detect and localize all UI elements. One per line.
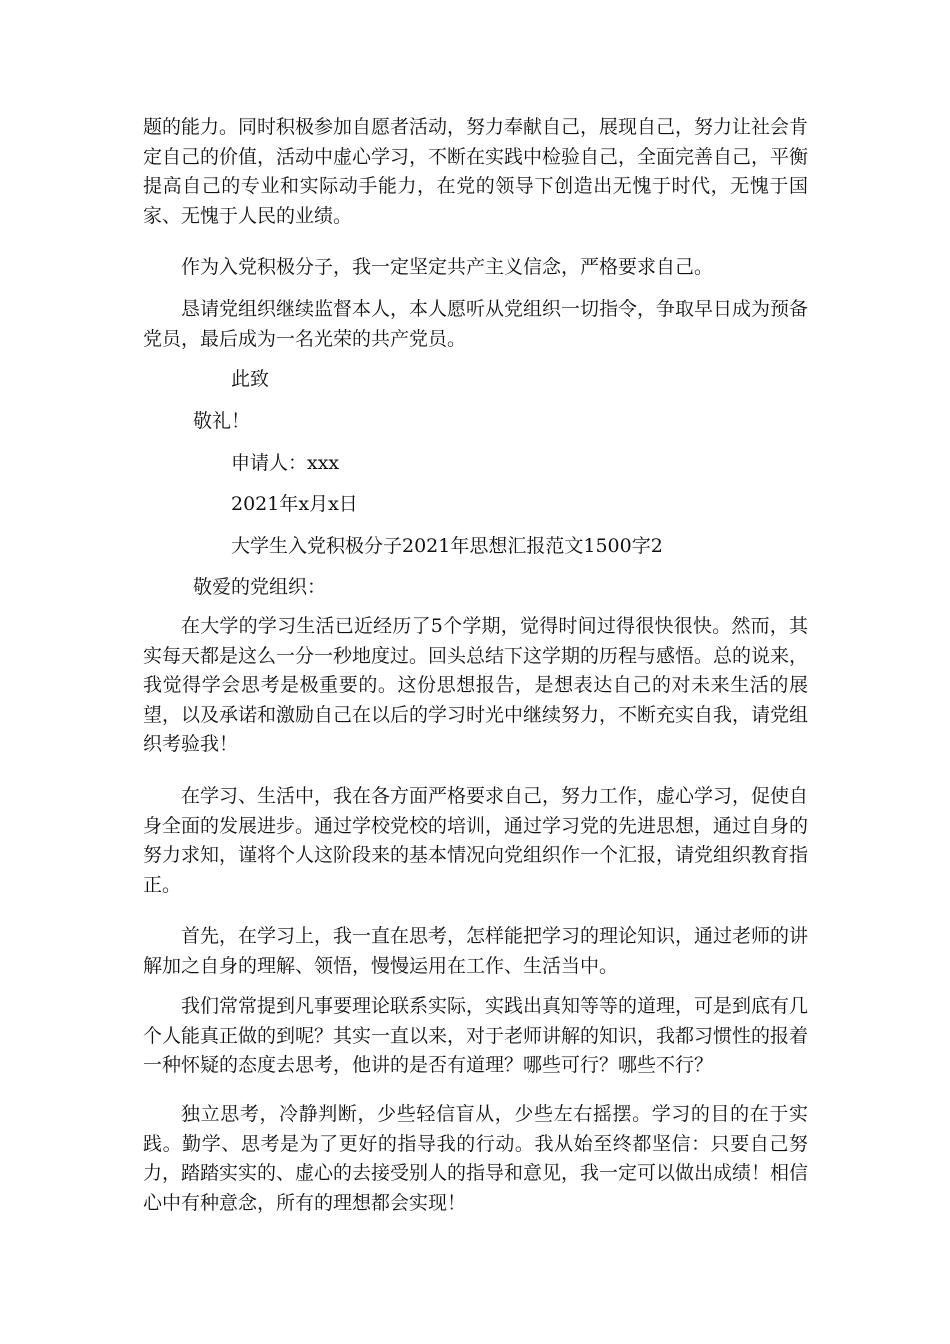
body-paragraph: 首先，在学习上，我一直在思考，怎样能把学习的理论知识，通过老师的讲解加之自身的理解、领悟，慢慢运用在工作、生活当中。: [143, 925, 809, 977]
second-report-greeting: 敬爱的党组织：: [193, 576, 327, 598]
second-report-title: 大学生入党积极分子2021年思想汇报范文1500字2: [231, 535, 663, 557]
closing-cizhi: 此致: [231, 368, 270, 390]
body-paragraph: 在大学的学习生活已近经历了5个学期，觉得时间过得很快很快。然而，其实每天都是这么一分一秒地度过。回头总结下这学期的历程与感悟。总的说来，我觉得学会思考是极重要的。这份思想报告，是想表达自己的对未来生活的展望，以及承诺和激励自己在以后的学习时光中继续努力，不断充实自我，请党组织考验我！: [143, 615, 809, 755]
body-paragraph: 独立思考，冷静判断，少些轻信盲从，少些左右摇摆。学习的目的在于实践。勤学、思考是为了更好的指导我的行动。我从始至终都坚信：只要自己努力，踏踏实实的、虚心的去接受别人的指导和意见，我一定可以做出成绩！相信心中有种意念，所有的理想都会实现！: [143, 1103, 809, 1214]
belief-paragraph: 作为入党积极分子，我一定坚定共产主义信念，严格要求自己。: [181, 256, 714, 278]
continuation-paragraph: 题的能力。同时积极参加自愿者活动，努力奉献自己，展现自己，努力让社会肯定自己的价值，活动中虚心学习，不断在实践中检验自己，全面完善自己，平衡提高自己的专业和实际动手能力，在党的领导下创造出无愧于时代，无愧于国家、无愧于人民的业绩。: [143, 116, 809, 227]
date-line: 2021年x月x日: [231, 493, 358, 515]
body-paragraph: 我们常常提到凡事要理论联系实际，实践出真知等等的道理，可是到底有几个人能真正做的到呢？其实一直以来，对于老师讲解的知识，我都习惯性的报着一种怀疑的态度去思考，他讲的是否有道理？哪些可行？哪些不行？: [143, 995, 809, 1076]
body-paragraph: 在学习、生活中，我在各方面严格要求自己，努力工作，虚心学习，促使自身全面的发展进步。通过学校党校的培训，通过学习党的先进思想，通过自身的努力求知，谨将个人这阶段来的基本情况向党组织作一个汇报，请党组织教育指正。: [143, 785, 809, 896]
closing-jingli: 敬礼！: [193, 410, 251, 432]
applicant-line: 申请人：xxx: [231, 452, 340, 474]
request-paragraph: 恳请党组织继续监督本人，本人愿听从党组织一切指令，争取早日成为预备党员，最后成为一名光荣的共产党员。: [143, 298, 809, 350]
